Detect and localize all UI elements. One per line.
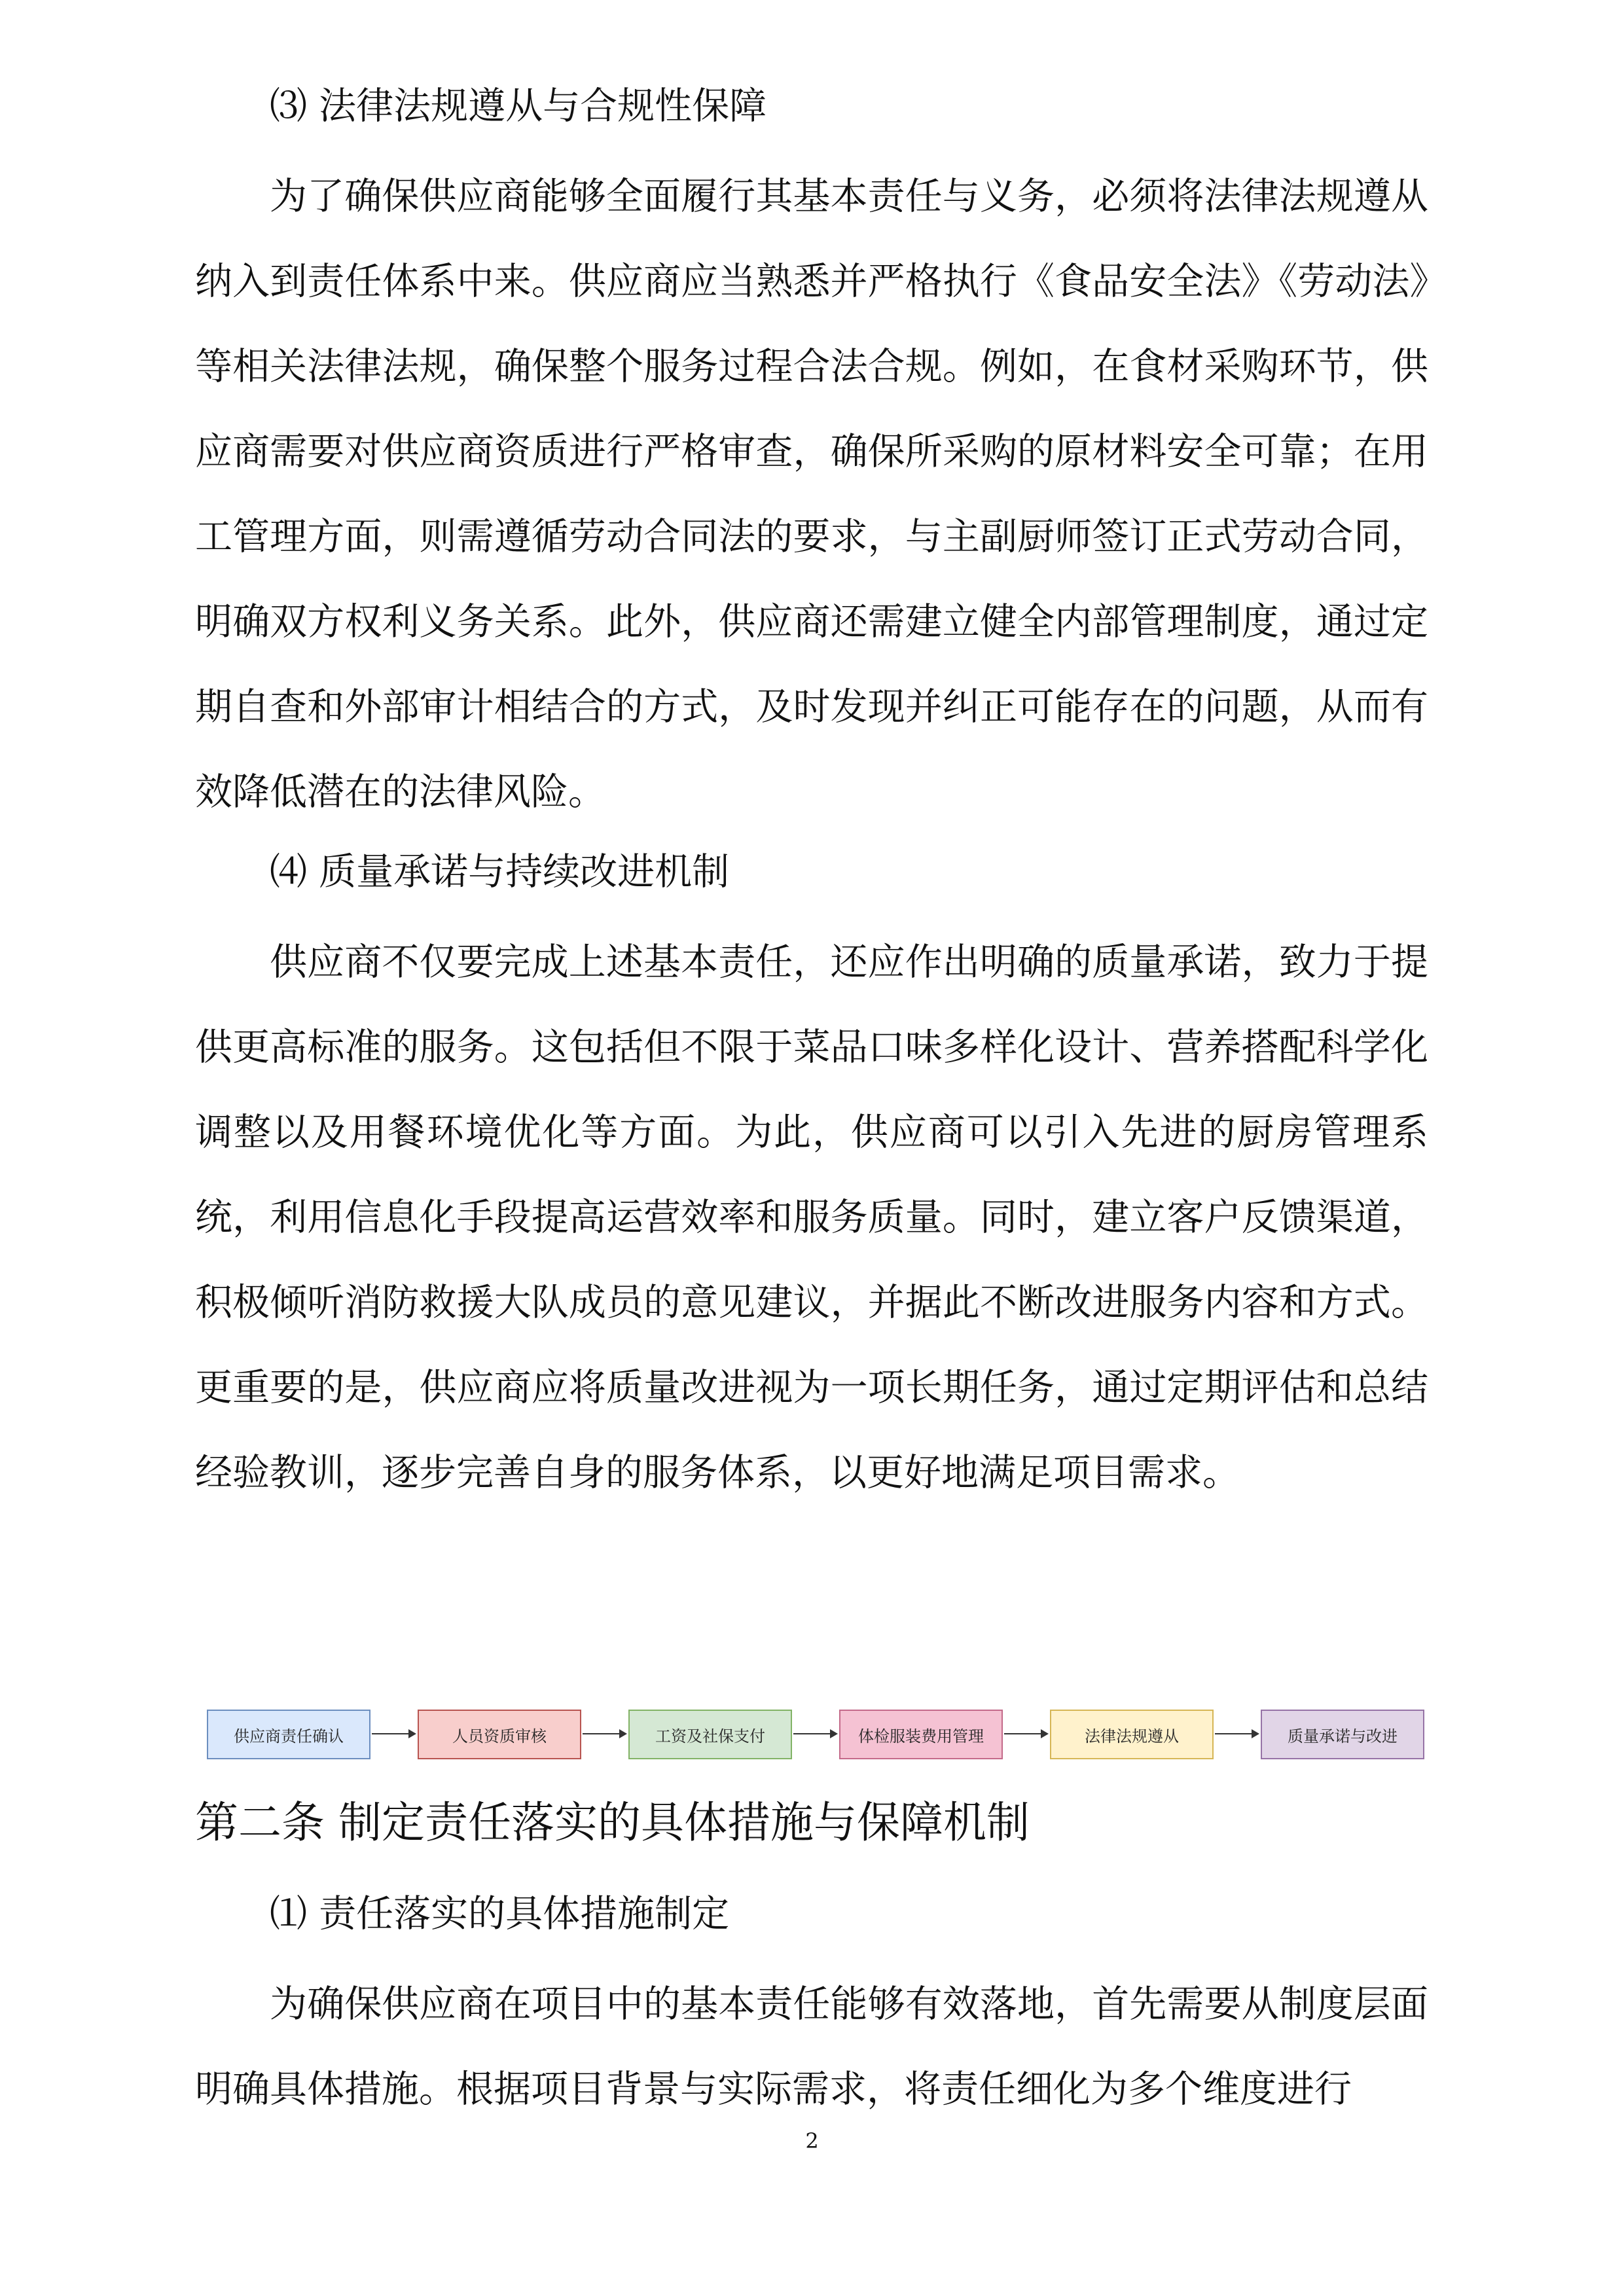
flow-step-6 [1261,1710,1424,1759]
article-2-body [195,1962,1428,2132]
flow-step-label: 人员资质审核 [452,1727,547,1746]
article-2-subheading: ⑴ 责任落实的具体措施制定 [270,1892,730,1935]
article-2-paragraph: 为确保供应商在项目中的基本责任能够有效落地，首先需要从制度层面明确具体措施。根据项目背景与实际需求，将责任细化为多个维度进行 [195,1982,1428,2111]
flow-step-2 [418,1710,581,1759]
flow-step-label: 法律法规遵从 [1085,1727,1179,1746]
section-4-body [195,920,1428,1515]
responsibility-flowchart [207,1710,1426,1759]
flow-step-5 [1050,1710,1214,1759]
section-3-heading: ⑶ 法律法规遵从与合规性保障 [270,84,767,128]
flow-arrow-icon [583,1733,626,1734]
section-3-paragraph: 为了确保供应商能够全面履行其基本责任与义务，必须将法律法规遵从纳入到责任体系中来。供应商应当熟悉并严格执行《食品安全法》《劳动法》等相关法律法规，确保整个服务过程合法合规。例如，在食材采购环节，供应商需要对供应商资质进行严格审查，确保所采购的原材料安全可靠；在用工管理方面，则需遵循劳动合同法的要求，与主副厨师签订正式劳动合同，明确双方权利义务关系。此外，供应商还需建立健全内部管理制度，通过定期自查和外部审计相结合的方式，及时发现并纠正可能存在的问题，从而有效降低潜在的法律风险。 [195,175,1428,814]
flow-step-label: 体检服装费用管理 [858,1727,984,1746]
flow-arrow-icon [372,1733,415,1734]
section-4-heading: ⑷ 质量承诺与持续改进机制 [270,850,730,893]
flow-arrow-icon [793,1733,837,1734]
article-2-title: 第二条 制定责任落实的具体措施与保障机制 [195,1797,1030,1848]
flow-step-label: 工资及社保支付 [655,1727,765,1746]
flow-step-label: 供应商责任确认 [234,1727,344,1746]
flow-step-1 [207,1710,370,1759]
flow-step-3 [628,1710,792,1759]
flow-step-4 [839,1710,1003,1759]
flow-step-label: 质量承诺与改进 [1288,1727,1398,1746]
section-4-paragraph: 供应商不仅要完成上述基本责任，还应作出明确的质量承诺，致力于提供更高标准的服务。这包括但不限于菜品口味多样化设计、营养搭配科学化调整以及用餐环境优化等方面。为此，供应商可以引入先进的厨房管理系统，利用信息化手段提高运营效率和服务质量。同时，建立客户反馈渠道，积极倾听消防救援大队成员的意见建议，并据此不断改进服务内容和方式。更重要的是，供应商应将质量改进视为一项长期任务，通过定期评估和总结经验教训，逐步完善自身的服务体系，以更好地满足项目需求。 [195,941,1428,1494]
flow-arrow-icon [1004,1733,1047,1734]
page-number: 2 [805,2128,819,2153]
section-3-body [195,154,1428,834]
flow-arrow-icon [1215,1733,1258,1734]
